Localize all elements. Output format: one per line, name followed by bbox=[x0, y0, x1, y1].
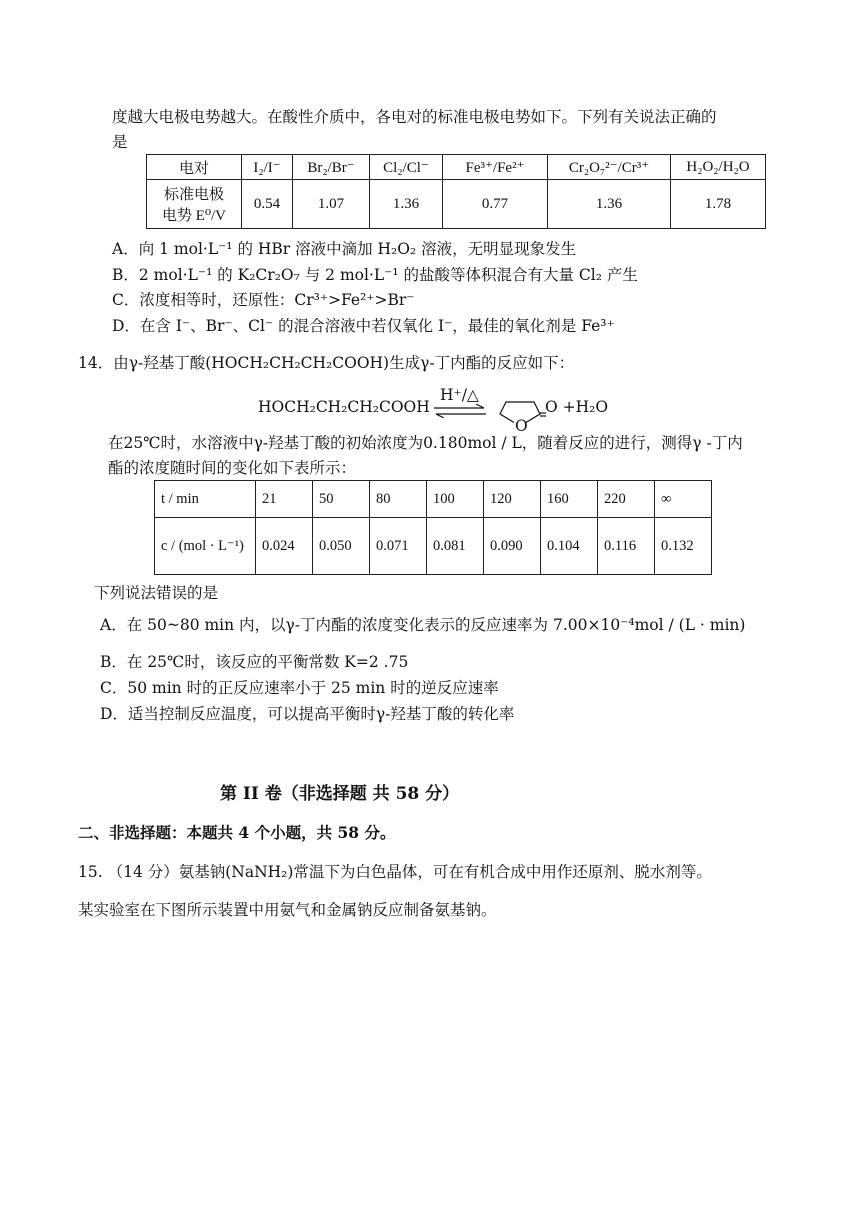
table2-conc-label: c / (mol · L⁻¹) bbox=[155, 518, 256, 575]
q14-paragraph-line-2: 酯的浓度随时间的变化如下表所示： bbox=[108, 459, 357, 477]
reaction-product-tail: O +H₂O bbox=[545, 398, 609, 416]
table2-time-label: t / min bbox=[155, 481, 256, 518]
table1-row-label-line2: 电势 E⁰/V bbox=[162, 208, 226, 224]
q15-line-1: 15. （14 分）氨基钠(NaNH₂)常温下为白色晶体，可在有机合成中用作还原剂、脱水剂等。 bbox=[78, 863, 712, 881]
table2-time-4: 120 bbox=[484, 481, 541, 518]
table2-conc-2: 0.071 bbox=[370, 518, 427, 575]
table1-row-label-line1: 标准电极 bbox=[163, 187, 224, 203]
table1-header-2: Br₂/Br⁻ bbox=[293, 155, 370, 180]
table1-header-1: I₂/I⁻ bbox=[242, 155, 293, 180]
table1-header-3: Cl₂/Cl⁻ bbox=[370, 155, 443, 180]
table2-conc-7: 0.132 bbox=[655, 518, 712, 575]
q13-option-d: D．在含 I⁻、Br⁻、Cl⁻ 的混合溶液中若仅氧化 I⁻，最佳的氧化剂是 Fe³⁺ bbox=[112, 317, 615, 335]
table1-header-5: Cr₂O₇²⁻/Cr³⁺ bbox=[548, 155, 671, 180]
table1-value-5: 1.78 bbox=[671, 180, 766, 229]
table2-conc-6: 0.116 bbox=[598, 518, 655, 575]
q14-ask: 下列说法错误的是 bbox=[94, 584, 219, 602]
table2-conc-0: 0.024 bbox=[256, 518, 313, 575]
table2-time-5: 160 bbox=[541, 481, 598, 518]
reaction-condition: H⁺/△ bbox=[440, 386, 479, 404]
q14-option-a: A．在 50~80 min 内，以γ-丁内酯的浓度变化表示的反应速率为 7.00×10⁻⁴mol / (L · min) bbox=[100, 616, 746, 634]
q13-option-c: C．浓度相等时，还原性：Cr³⁺>Fe²⁺>Br⁻ bbox=[112, 291, 415, 309]
table2-time-0: 21 bbox=[256, 481, 313, 518]
table2-time-3: 100 bbox=[427, 481, 484, 518]
table1-row-label bbox=[147, 180, 242, 229]
table2-time-1: 50 bbox=[313, 481, 370, 518]
table2-time-7: ∞ bbox=[655, 481, 712, 518]
table1-value-1: 1.07 bbox=[293, 180, 370, 229]
q14-stem: 14．由γ-羟基丁酸(HOCH₂CH₂CH₂COOH)生成γ-丁内酯的反应如下： bbox=[78, 354, 575, 372]
table2-conc-3: 0.081 bbox=[427, 518, 484, 575]
table2-conc-4: 0.090 bbox=[484, 518, 541, 575]
q13-option-b: B．2 mol·L⁻¹ 的 K₂Cr₂O₇ 与 2 mol·L⁻¹ 的盐酸等体积混合有大量 Cl₂ 产生 bbox=[112, 266, 638, 284]
table1-header-0: 电对 bbox=[147, 155, 242, 180]
table1-value-4: 1.36 bbox=[548, 180, 671, 229]
q14-option-c: C．50 min 时的正反应速率小于 25 min 时的逆反应速率 bbox=[100, 679, 499, 697]
q13-option-a: A．向 1 mol·L⁻¹ 的 HBr 溶液中滴加 H₂O₂ 溶液，无明显现象发生 bbox=[112, 240, 577, 258]
equilibrium-arrow-icon bbox=[432, 404, 488, 418]
q14-option-b: B．在 25℃时，该反应的平衡常数 K=2 .75 bbox=[100, 653, 409, 671]
q15-line-2: 某实验室在下图所示装置中用氨气和金属钠反应制备氨基钠。 bbox=[78, 901, 497, 919]
ring-oxygen: O bbox=[515, 417, 528, 435]
table1-header-6: H₂O₂/H₂O bbox=[671, 155, 766, 180]
table2-time-2: 80 bbox=[370, 481, 427, 518]
section-title: 第 II 卷（非选择题 共 58 分） bbox=[220, 784, 460, 804]
section2-heading: 二、非选择题：本题共 4 个小题，共 58 分。 bbox=[78, 823, 396, 842]
intro-line-2: 是 bbox=[112, 133, 128, 151]
table2-conc-5: 0.104 bbox=[541, 518, 598, 575]
q14-option-d: D．适当控制反应温度，可以提高平衡时γ-羟基丁酸的转化率 bbox=[100, 705, 515, 723]
table2-time-6: 220 bbox=[598, 481, 655, 518]
concentration-table bbox=[154, 480, 712, 575]
q14-paragraph-line-1: 在25℃时，水溶液中γ-羟基丁酸的初始浓度为0.180mol / L，随着反应的进行，测得γ -丁内 bbox=[108, 434, 743, 452]
table1-value-2: 1.36 bbox=[370, 180, 443, 229]
table1-value-0: 0.54 bbox=[242, 180, 293, 229]
table2-conc-1: 0.050 bbox=[313, 518, 370, 575]
table1-header-4: Fe³⁺/Fe²⁺ bbox=[443, 155, 548, 180]
table1-value-3: 0.77 bbox=[443, 180, 548, 229]
intro-line-1: 度越大电极电势越大。在酸性介质中，各电对的标准电极电势如下。下列有关说法正确的 bbox=[112, 108, 717, 126]
electrode-potential-table bbox=[146, 154, 766, 229]
reaction-reactant: HOCH₂CH₂CH₂COOH bbox=[258, 398, 430, 416]
